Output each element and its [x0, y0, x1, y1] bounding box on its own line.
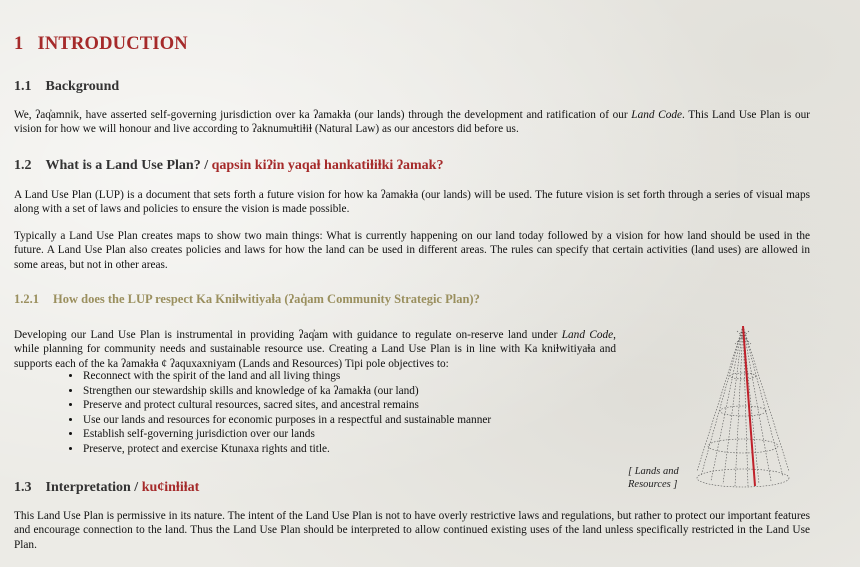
- objectives-list: [62, 369, 491, 457]
- interpretation-paragraph: This Land Use Plan is permissive in its nature. The intent of the Land Use Plan is not to have overly restrictive laws and regulations, but rather to protect our important features and encourage connection to the land. Thus the Land Use Plan should be interpreted to allow continued existing uses of the land unless specifically restricted in the Land Use Plan.: [14, 510, 810, 551]
- list-item: • Establish self-governing jurisdiction over our lands: [82, 427, 491, 442]
- list-item: • Reconnect with the spirit of the land and all living things: [82, 369, 491, 384]
- figure-caption: [ Lands and Resources ]: [628, 466, 679, 490]
- list-item: • Preserve, protect and exercise Ktunaxa rights and title.: [82, 442, 491, 457]
- strategic-plan-paragraph: Developing our Land Use Plan is instrumental in providing ʔaq̓am with guidance to regulate on-reserve land under Land Code, while planning for community needs and sustainable resource use. Creating a Land Use Plan is in line with Ka kniⱡwitiyaⱡa and supports each of the ka ʔamakⱡa ȼ ʔaquxaxniyam (Lands and Resources) Tipi pole objectives to:: [14, 329, 616, 370]
- list-item: • Use our lands and resources for economic purposes in a respectful and sustainable manner: [82, 413, 491, 428]
- list-item: • Preserve and protect cultural resources, sacred sites, and ancestral remains: [82, 398, 491, 413]
- heading-what-is-lup: 1.2 What is a Land Use Plan? / qapsin kiʔin yaqaⱡ hankatiⱡiⱡki ʔamak?: [14, 158, 444, 173]
- heading-interpretation: 1.3 Interpretation / kuȼinⱡiⱡat: [14, 480, 200, 495]
- heading-lup-respect: 1.2.1 How does the LUP respect Ka Kniⱡwitiyaⱡa (ʔaq̓am Community Strategic Plan)?: [14, 292, 480, 306]
- heading-background: 1.1 Background: [14, 79, 120, 94]
- background-paragraph: We, ʔaq̓amnik, have asserted self-governing jurisdiction over ka ʔamakⱡa (our lands) through the development and ratification of our Land Code. This Land Use Plan is our vision for how we will honour and live according to ʔaknumuⱡtiⱡiⱡ (Natural Law) as our ancestors did before us.: [14, 109, 811, 136]
- lup-definition-paragraph: A Land Use Plan (LUP) is a document that sets forth a future vision for how ka ʔamakⱡa (our lands) will be used. The future vision is set forth through a series of visual maps along with a set of laws and policies to ensure the vision is made possible.: [14, 189, 810, 216]
- list-item: • Strengthen our stewardship skills and knowledge of ka ʔamakⱡa (our land): [82, 384, 491, 399]
- section-heading-introduction: 1 INTRODUCTION: [14, 34, 188, 54]
- lup-maps-paragraph: Typically a Land Use Plan creates maps to show two main things: What is currently happening on our land today followed by a vision for how land should be used in the future. A Land Use Plan also creates policies and laws for how the land can be used in different areas. The rules can specify that certain activities (land uses) are allowed in some areas, but not in other areas.: [14, 230, 810, 271]
- tipi-icon: [693, 326, 793, 491]
